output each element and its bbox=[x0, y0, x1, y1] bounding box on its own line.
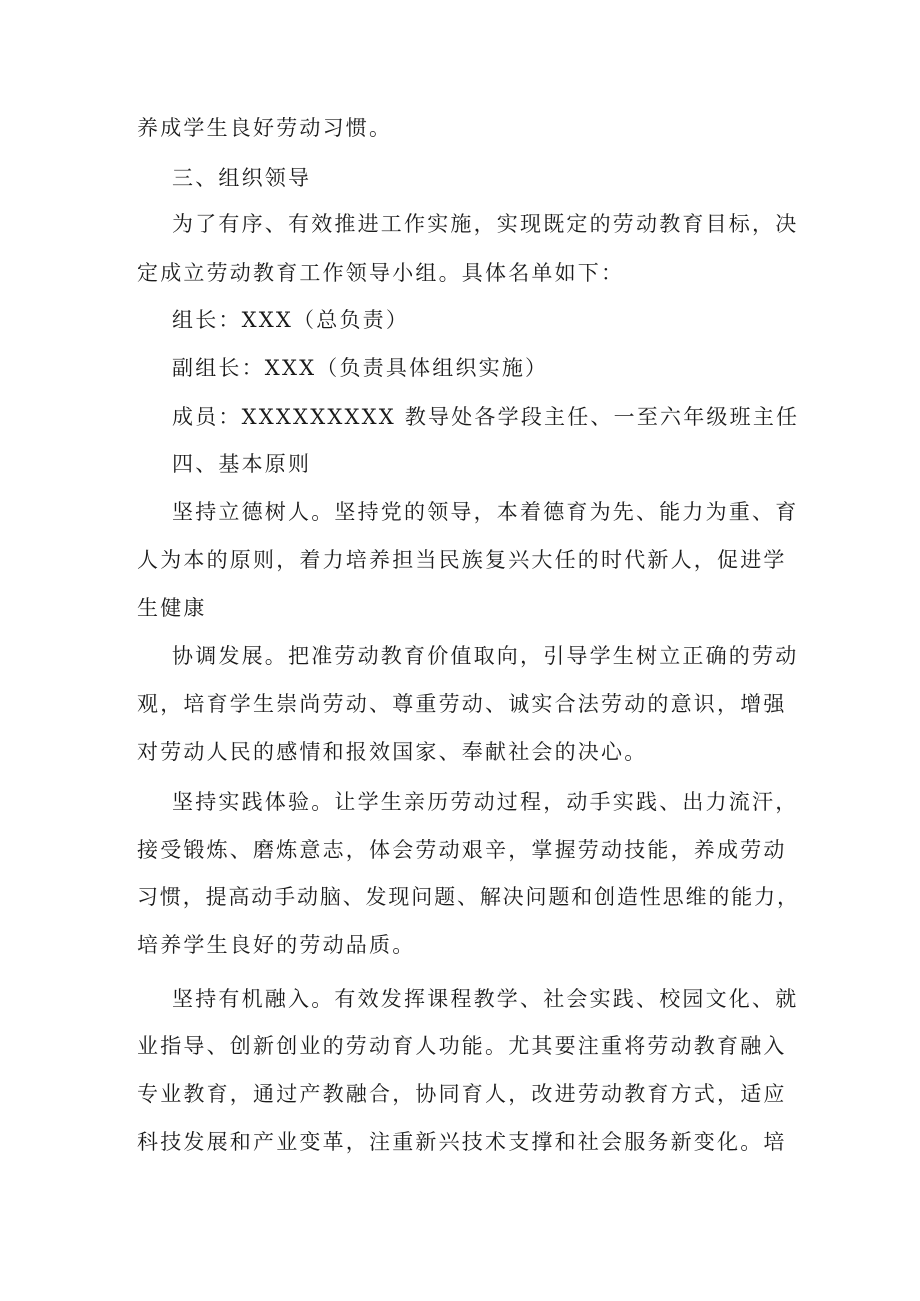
paragraph-line: 人为本的原则，着力培养担当民族复兴大任的时代新人，促进学 bbox=[137, 548, 787, 572]
paragraph-line: 坚持有机融入。有效发挥课程教学、社会实践、校园文化、就 bbox=[172, 987, 799, 1011]
paragraph-line: 专业教育，通过产教融合，协同育人，改进劳动教育方式，适应 bbox=[137, 1082, 787, 1106]
paragraph-line: 养成学生良好劳动习惯。 bbox=[137, 116, 393, 140]
paragraph-line: 业指导、创新创业的劳动育人功能。尤其要注重将劳动教育融入 bbox=[137, 1034, 787, 1058]
paragraph-line: 接受锻炼、磨炼意志，体会劳动艰辛，掌握劳动技能，养成劳动 bbox=[137, 838, 787, 862]
paragraph-line: 科技发展和产业变革，注重新兴技术支撑和社会服务新变化。培 bbox=[137, 1130, 787, 1154]
paragraph-line: 定成立劳动教育工作领导小组。具体名单如下： bbox=[137, 261, 625, 285]
paragraph-line: 协调发展。把准劳动教育价值取向，引导学生树立正确的劳动 bbox=[172, 644, 799, 668]
paragraph-line: 坚持立德树人。坚持党的领导，本着德育为先、能力为重、育 bbox=[172, 500, 799, 524]
paragraph-line: 习惯，提高动手动脑、发现问题、解决问题和创造性思维的能力， bbox=[137, 885, 800, 909]
deputy-leader-line: 副组长：XXX（负责具体组织实施） bbox=[172, 356, 549, 380]
section-heading: 四、基本原则 bbox=[172, 452, 312, 476]
paragraph-line: 观，培育学生崇尚劳动、尊重劳动、诚实合法劳动的意识，增强 bbox=[137, 692, 787, 716]
paragraph-line: 生健康 bbox=[137, 596, 207, 620]
members-line: 成员：XXXXXXXXX 教导处各学段主任、一至六年级班主任 bbox=[172, 405, 800, 429]
paragraph-line: 为了有序、有效推进工作实施，实现既定的劳动教育目标，决 bbox=[172, 212, 799, 236]
paragraph-line: 坚持实践体验。让学生亲历劳动过程，动手实践、出力流汗， bbox=[172, 790, 799, 814]
leader-line: 组长：XXX（总负责） bbox=[172, 308, 410, 332]
paragraph-line: 培养学生良好的劳动品质。 bbox=[137, 933, 416, 957]
section-heading: 三、组织领导 bbox=[172, 166, 312, 190]
paragraph-line: 对劳动人民的感情和报效国家、奉献社会的决心。 bbox=[137, 740, 648, 764]
